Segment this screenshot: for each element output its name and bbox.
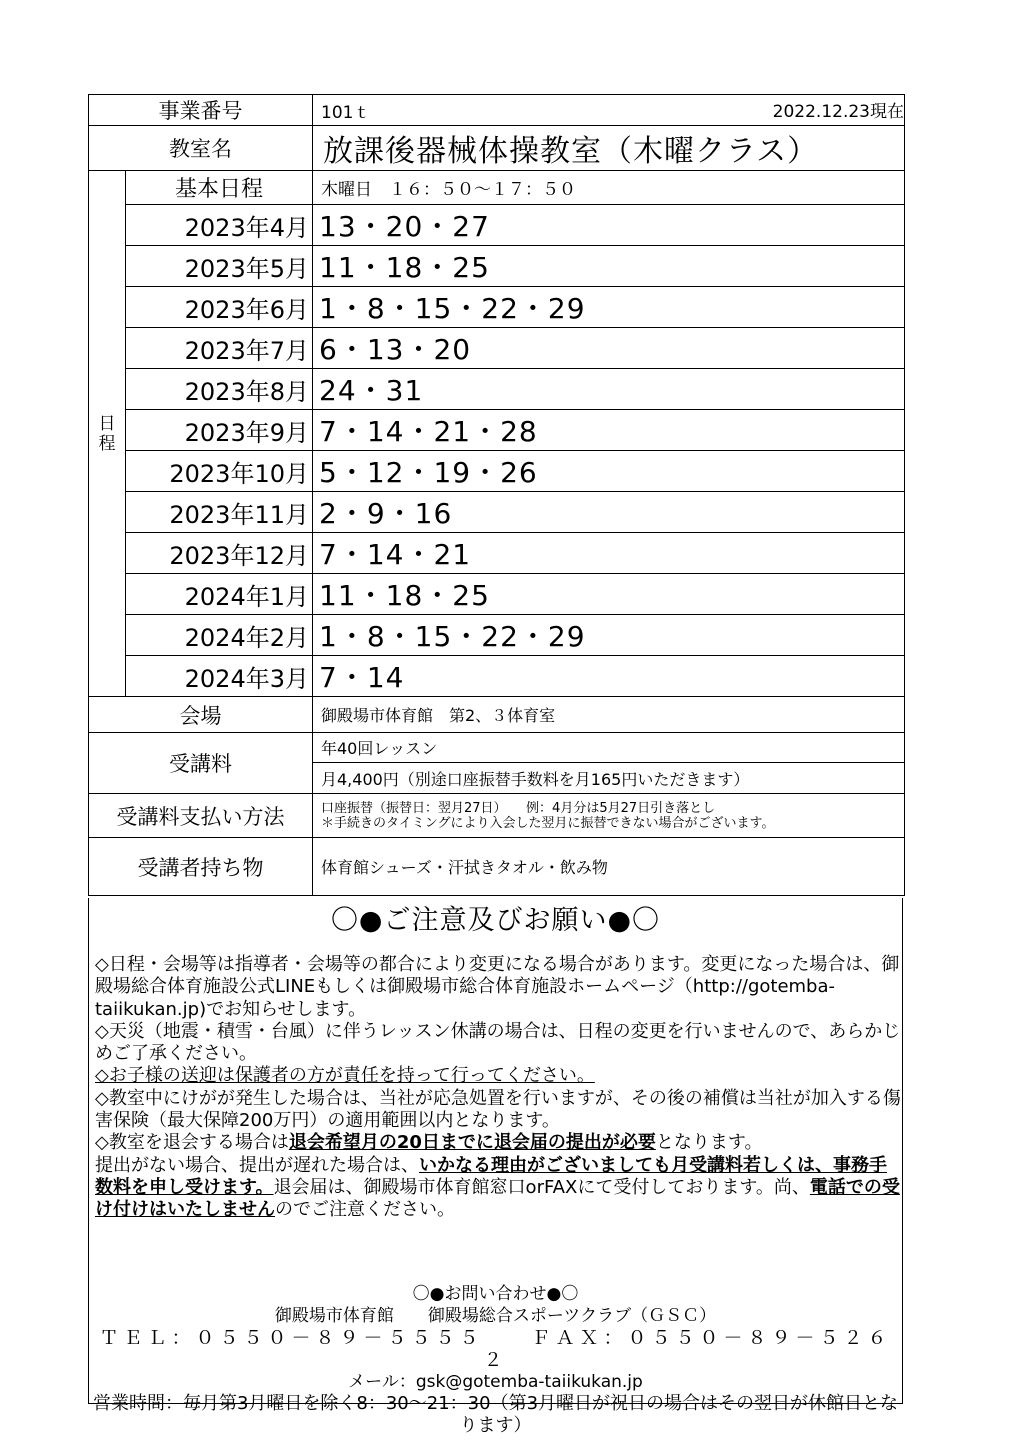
- payment-line-1: 口座振替（振替日：翌月27日） 例：4月分は5月27日引き落とし: [321, 800, 716, 816]
- contact-hours: 営業時間：毎月第3月曜日を除く8：30～21：30（第3月曜日が祝日の場合はその翌日が休館日となります）: [92, 1393, 899, 1436]
- schedule-days: 11・18・25: [313, 574, 905, 615]
- fee-row: [89, 733, 905, 763]
- fee-label: 受講料: [89, 733, 313, 794]
- schedule-days: 11・18・25: [313, 246, 905, 287]
- schedule-days: 7・14: [313, 656, 905, 697]
- schedule-row: [89, 656, 905, 697]
- business-number-value: 101ｔ: [321, 102, 371, 123]
- note-disaster: ◇天災（地震・積雪・台風）に伴うレッスン休講の場合は、日程の変更を行いませんので、あらかじめご了承ください。: [95, 1020, 901, 1065]
- schedule-row: [89, 328, 905, 369]
- payment-row: [89, 794, 905, 838]
- basic-schedule-value: 木曜日 １６：５０～１７：５０: [313, 171, 905, 205]
- schedule-row: [89, 369, 905, 410]
- schedule-month: 2023年12月: [126, 533, 313, 574]
- venue-label: 会場: [89, 697, 313, 733]
- basic-schedule-row: [89, 171, 905, 205]
- note-withdrawal-detail: 提出がない場合、提出が遅れた場合は、いかなる理由がございましても月受講料若しくは、事務手数料を申し受けます。退会届は、御殿場市体育館窓口orFAXにて受付しております。尚、電話での受け付けはいたしませんのでご注意ください。: [95, 1154, 900, 1221]
- schedule-row: [89, 574, 905, 615]
- payment-label: 受講料支払い方法: [89, 794, 313, 838]
- schedule-days: 24・31: [313, 369, 905, 410]
- schedule-row: [89, 287, 905, 328]
- schedule-days: 1・8・15・22・29: [313, 287, 905, 328]
- schedule-row: [89, 246, 905, 287]
- schedule-month: 2024年1月: [126, 574, 313, 615]
- payment-line-2: ＊手続きのタイミングにより入会した翌月に振替できない場合がございます。: [321, 815, 775, 831]
- contact-org: 御殿場市体育館 御殿場総合スポーツクラブ（ＧＳＣ）: [274, 1306, 717, 1326]
- schedule-row: [89, 615, 905, 656]
- schedule-days: 7・14・21: [313, 533, 905, 574]
- schedule-month: 2023年9月: [126, 410, 313, 451]
- class-name-value: 放課後器械体操教室（木曜クラス）: [313, 126, 905, 171]
- schedule-days: 5・12・19・26: [313, 451, 905, 492]
- schedule-month: 2023年6月: [126, 287, 313, 328]
- venue-row: [89, 697, 905, 733]
- class-name-row: [89, 126, 905, 171]
- contact-mail: メール：gsk@gotemba-taiikukan.jp: [348, 1372, 643, 1392]
- venue-value: 御殿場市体育館 第2、３体育室: [313, 697, 905, 733]
- fee-line-2: 月4,400円（別途口座振替手数料を月165円いただきます）: [313, 763, 905, 794]
- schedule-days: 2・9・16: [313, 492, 905, 533]
- as-of-date: 2022.12.23現在: [772, 102, 904, 122]
- note-withdrawal: ◇教室を退会する場合は退会希望月の20日までに退会届の提出が必要となります。: [95, 1132, 763, 1154]
- class-name-label: 教室名: [89, 126, 313, 171]
- notes-section: [88, 898, 903, 1436]
- basic-schedule-label: 基本日程: [126, 171, 313, 205]
- schedule-days: 1・8・15・22・29: [313, 615, 905, 656]
- notes-body: [95, 954, 901, 1222]
- contact-tel-fax: ＴＥＬ：０５５０－８９－５５５５ ＦＡＸ：０５５０－８９－５２６２: [99, 1327, 892, 1371]
- schedule-month: 2023年7月: [126, 328, 313, 369]
- schedule-days: 13・20・27: [313, 205, 905, 246]
- belongings-value: 体育館シューズ・汗拭きタオル・飲み物: [313, 838, 905, 896]
- contact-title: 〇●お問い合わせ●〇: [412, 1284, 579, 1304]
- belongings-row: [89, 838, 905, 896]
- contact-block: [89, 1283, 902, 1437]
- schedule-days: 7・14・21・28: [313, 410, 905, 451]
- schedule-month: 2023年5月: [126, 246, 313, 287]
- schedule-days: 6・13・20: [313, 328, 905, 369]
- document-sheet: [88, 94, 904, 1436]
- business-number-row: [89, 95, 905, 126]
- schedule-month: 2024年2月: [126, 615, 313, 656]
- notes-title: 〇●ご注意及びお願い●〇: [330, 905, 661, 936]
- schedule-side-label: 日 程: [89, 171, 126, 697]
- schedule-row: [89, 492, 905, 533]
- note-schedule-change: ◇日程・会場等は指導者・会場等の都合により変更になる場合があります。変更になった場合は、御殿場総合体育施設公式LINEもしくは御殿場市総合体育施設ホームページ（http://gotemba-taiikukan.jp)でお知らせします。: [95, 954, 900, 1020]
- schedule-row: [89, 205, 905, 246]
- schedule-month: 2023年8月: [126, 369, 313, 410]
- note-injury: ◇教室中にけがが発生した場合は、当社が応急処置を行いますが、その後の補償は当社が加入する傷害保険（最大保障200万円）の適用範囲以内となります。: [95, 1087, 901, 1132]
- schedule-month: 2023年4月: [126, 205, 313, 246]
- schedule-month: 2023年11月: [126, 492, 313, 533]
- schedule-row: [89, 410, 905, 451]
- schedule-row: [89, 533, 905, 574]
- info-table: [88, 94, 905, 896]
- note-pickup: ◇お子様の送迎は保護者の方が責任を持って行ってください。: [95, 1065, 595, 1087]
- fee-line-1: 年40回レッスン: [313, 733, 905, 763]
- schedule-row: [89, 451, 905, 492]
- schedule-month: 2024年3月: [126, 656, 313, 697]
- business-number-label: 事業番号: [89, 95, 313, 126]
- schedule-month: 2023年10月: [126, 451, 313, 492]
- belongings-label: 受講者持ち物: [89, 838, 313, 896]
